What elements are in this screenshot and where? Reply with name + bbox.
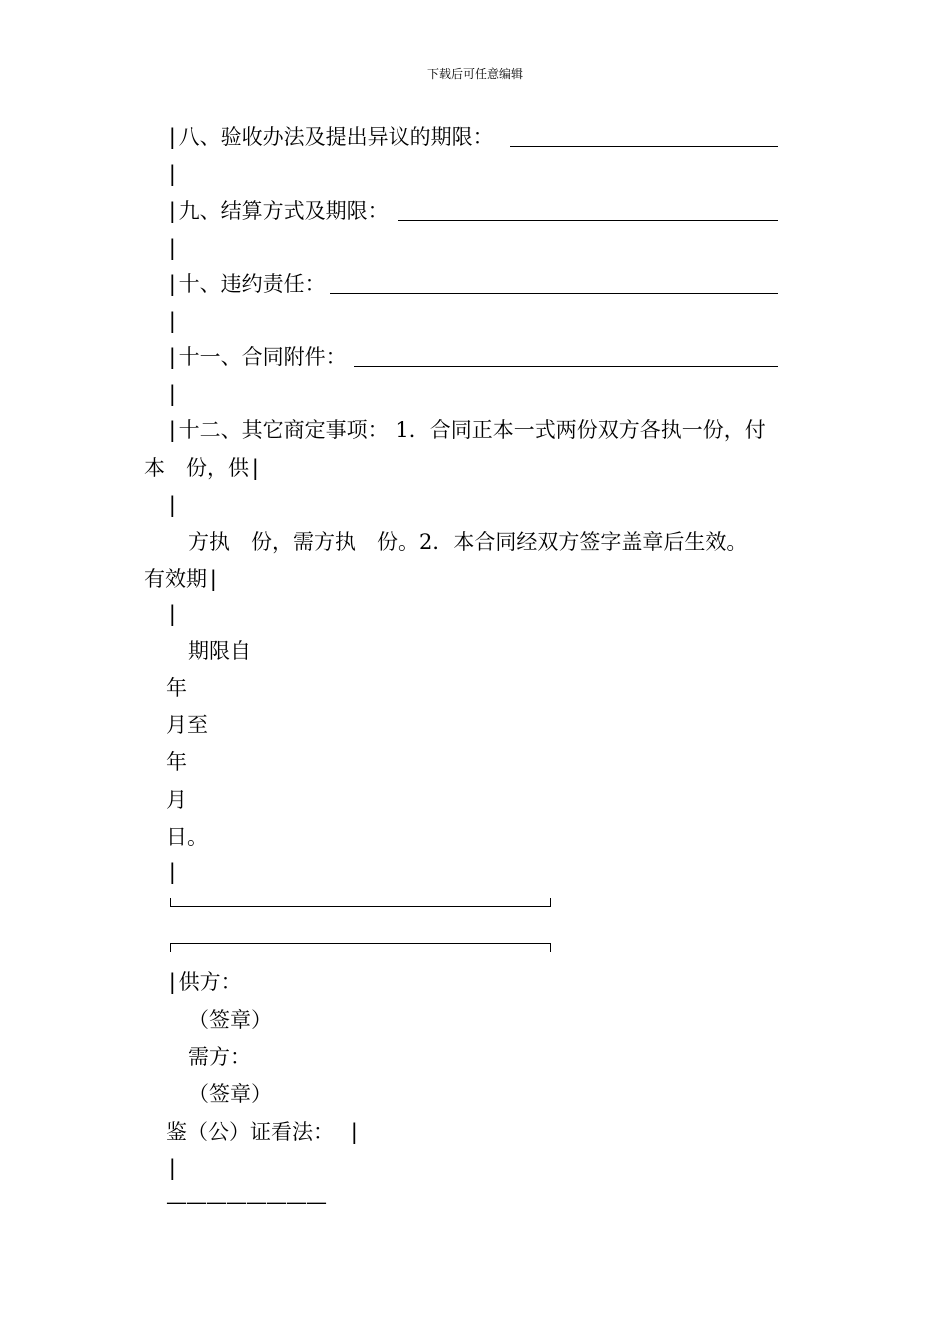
supplier-seal: （签章）	[188, 1008, 272, 1032]
dashed-line: ————————	[166, 1190, 326, 1214]
clause-12-line-3: 方执 份，需方执 份。2．本合同经双方签字盖章后生效。	[188, 530, 748, 554]
clause-11-row	[166, 343, 347, 371]
table-border-bar: |	[166, 125, 179, 149]
clause-9-blank-line	[398, 220, 778, 221]
clause-10-row	[166, 270, 326, 298]
notary-label: 鉴（公）证看法：	[166, 1120, 334, 1144]
table-border-bar: |	[166, 199, 179, 223]
table-border-bar: |	[166, 970, 179, 994]
supplier-row	[166, 968, 242, 996]
table-border-bar: |	[166, 860, 179, 884]
clause-12-line-4: 有效期	[144, 567, 207, 591]
clause-9-label: 九、结算方式及期限：	[178, 199, 389, 223]
clause-9-row	[166, 197, 389, 225]
page-header-note: 下载后可任意编辑	[426, 67, 523, 81]
clause-8-blank-line	[510, 146, 778, 147]
notary-row	[166, 1118, 361, 1146]
term-month-2: 月	[166, 788, 187, 812]
table-border-bar: |	[166, 602, 179, 626]
table-border-bar: |	[166, 309, 179, 333]
clause-10-blank-line	[330, 293, 778, 294]
table-border-bar: |	[166, 272, 179, 296]
buyer-label: 需方：	[188, 1045, 251, 1069]
term-year-1: 年	[166, 676, 187, 700]
table-border-bar: |	[166, 345, 179, 369]
clause-10-label: 十、违约责任：	[178, 272, 326, 296]
table-border-bar: |	[166, 493, 179, 517]
clause-11-label: 十一、合同附件：	[178, 345, 347, 369]
table-border-bar: |	[166, 1156, 179, 1180]
term-year-2: 年	[166, 750, 187, 774]
term-start: 期限自	[188, 639, 251, 663]
clause-8-label: 八、验收办法及提出异议的期限：	[178, 125, 494, 149]
clause-12-line-2: 本 份，供	[144, 456, 249, 480]
table-top-border	[170, 943, 551, 952]
table-border-bar: |	[348, 1120, 361, 1144]
table-bottom-border	[170, 898, 551, 907]
table-border-bar: |	[207, 567, 220, 591]
clause-12-line-1: 十二、其它商定事项： 1．合同正本一式两份双方各执一份，付	[178, 418, 766, 442]
clause-8-row	[166, 123, 494, 151]
clause-12-row	[166, 416, 766, 444]
table-border-bar: |	[166, 418, 179, 442]
clause-12-line-2-row	[144, 454, 262, 482]
term-day: 日。	[166, 825, 208, 849]
table-border-bar: |	[249, 456, 262, 480]
term-month-to: 月至	[166, 713, 208, 737]
supplier-label: 供方：	[178, 970, 242, 994]
clause-12-line-4-row	[144, 565, 220, 593]
buyer-seal: （签章）	[188, 1082, 272, 1106]
table-border-bar: |	[166, 382, 179, 406]
clause-11-blank-line	[354, 366, 778, 367]
table-border-bar: |	[166, 236, 179, 260]
table-border-bar: |	[166, 162, 179, 186]
